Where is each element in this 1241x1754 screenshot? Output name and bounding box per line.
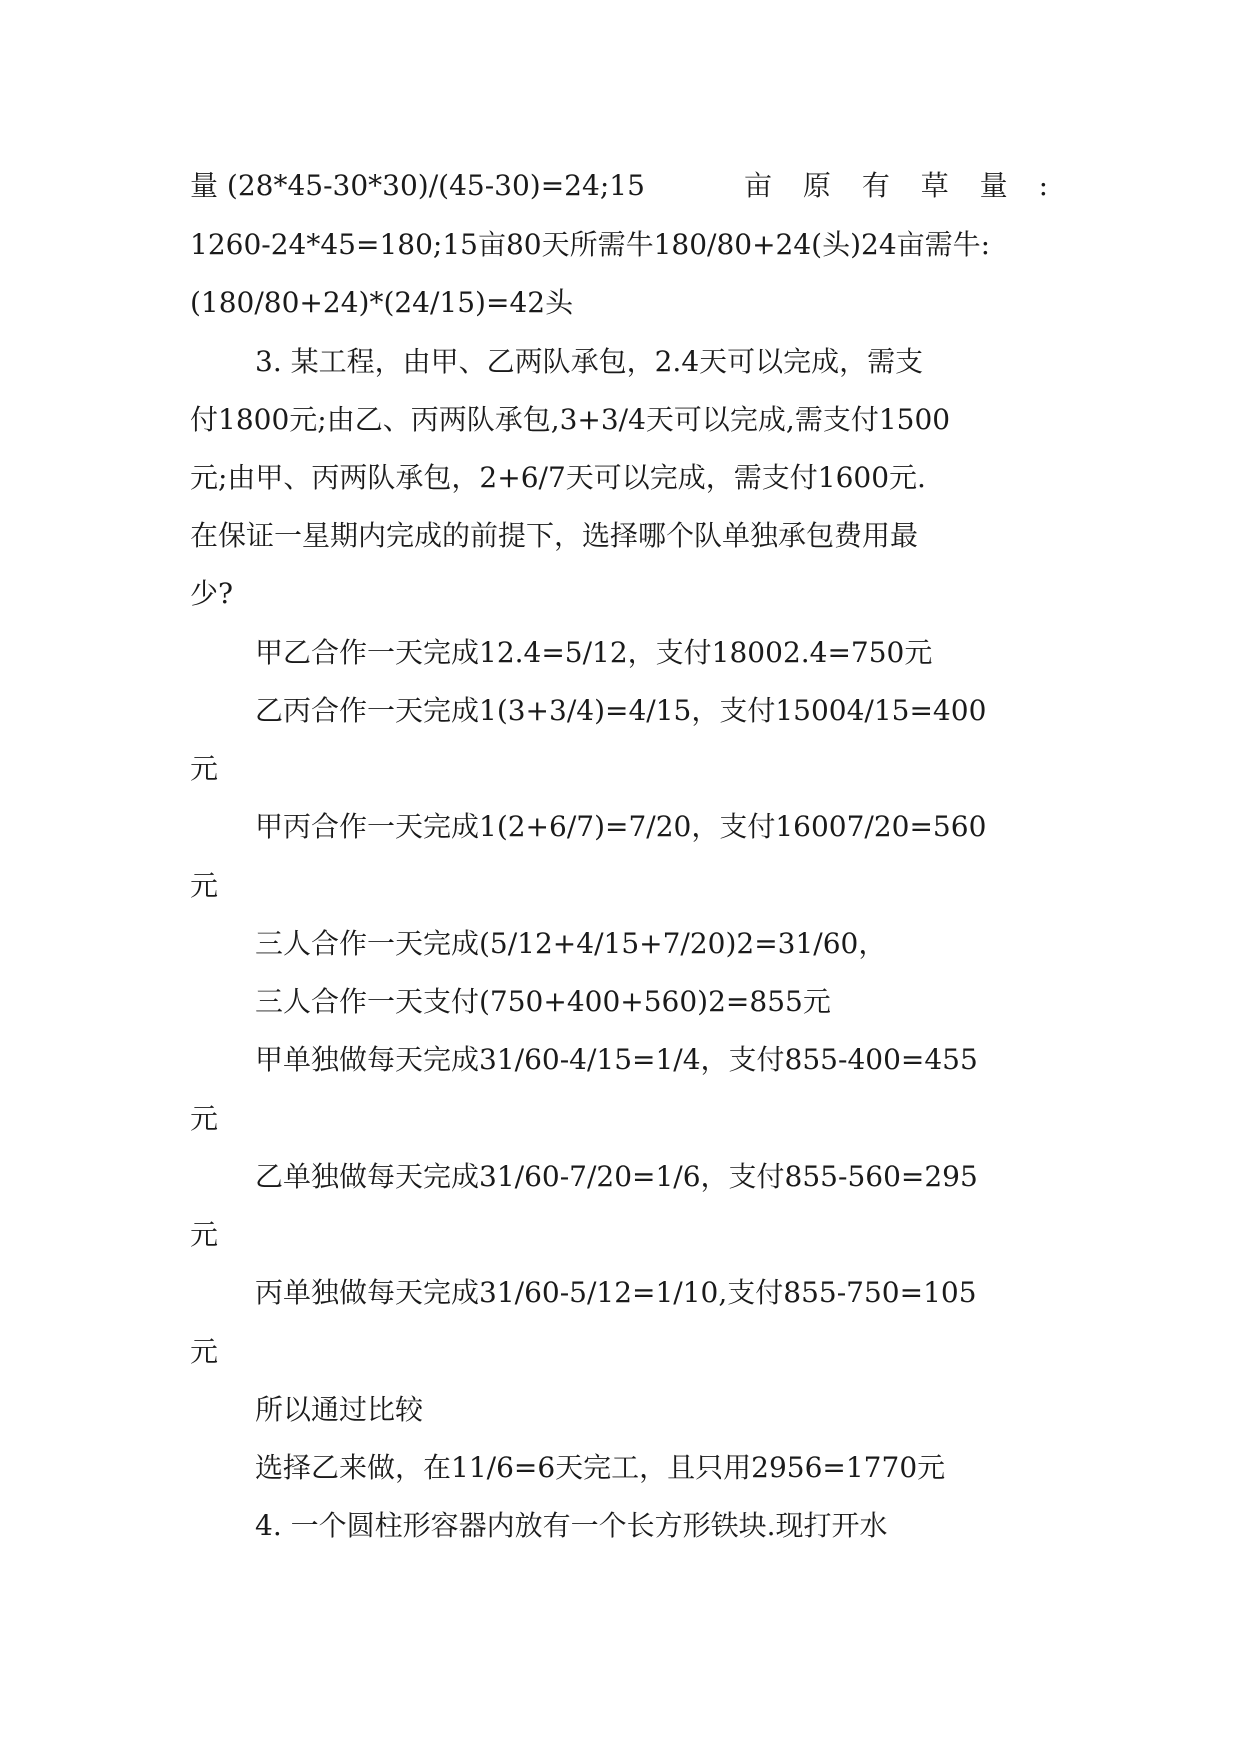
text-run: 乙单独做每天完成31/60-7/20=1/6，支付855-560=295 [255, 1160, 978, 1193]
text-run: 甲乙合作一天完成12.4=5/12，支付18002.4=750元 [255, 636, 933, 669]
text-line [0, 574, 1241, 614]
text-line [0, 866, 1241, 906]
text-line [0, 1215, 1241, 1255]
text-line [0, 1448, 1241, 1488]
text-run: 量 (28*45-30*30)/(45-30)=24;15 [190, 169, 645, 202]
text-line [0, 982, 1241, 1022]
text-line [0, 1273, 1241, 1313]
text-run: 丙单独做每天完成31/60-5/12=1/10,支付855-750=105 [255, 1276, 977, 1309]
text-line [0, 1332, 1241, 1372]
text-run: 乙丙合作一天完成1(3+3/4)=4/15，支付15004/15=400 [255, 694, 987, 727]
text-run: 元 [190, 869, 219, 902]
text-run: 元 [190, 1218, 219, 1251]
text-run: 3. 某工程，由甲、乙两队承包，2.4天可以完成，需支 [255, 345, 924, 378]
text-line [0, 1390, 1241, 1430]
text-line [0, 1040, 1241, 1080]
text-run: 三人合作一天支付(750+400+560)2=855元 [255, 985, 831, 1018]
text-line [0, 225, 1241, 265]
text-run: 亩 原 有 草 量 : [744, 169, 1048, 202]
text-run: 在保证一星期内完成的前提下，选择哪个队单独承包费用最 [190, 519, 919, 552]
text-run: 元;由甲、丙两队承包，2+6/7天可以完成，需支付1600元. [190, 461, 926, 494]
text-line [0, 1157, 1241, 1197]
text-line [0, 924, 1241, 964]
text-run: 4. 一个圆柱形容器内放有一个长方形铁块.现打开水 [255, 1509, 888, 1542]
text-line [0, 1099, 1241, 1139]
text-run: 元 [190, 1102, 219, 1135]
text-run: 选择乙来做，在11/6=6天完工，且只用2956=1770元 [255, 1451, 946, 1484]
text-run: 元 [190, 752, 219, 785]
text-line [0, 691, 1241, 731]
text-line [0, 749, 1241, 789]
text-line [0, 458, 1241, 498]
text-line [0, 166, 1241, 206]
text-run: (180/80+24)*(24/15)=42头 [190, 286, 574, 319]
text-line [0, 516, 1241, 556]
text-run: 1260-24*45=180;15亩80天所需牛180/80+24(头)24亩需牛: [190, 228, 991, 261]
text-line [0, 633, 1241, 673]
text-run: 所以通过比较 [255, 1393, 424, 1426]
text-run: 甲丙合作一天完成1(2+6/7)=7/20，支付16007/20=560 [255, 810, 987, 843]
text-line [0, 400, 1241, 440]
text-run: 元 [190, 1335, 219, 1368]
text-run: 甲单独做每天完成31/60-4/15=1/4，支付855-400=455 [255, 1043, 978, 1076]
text-line [0, 1506, 1241, 1546]
text-run: 三人合作一天完成(5/12+4/15+7/20)2=31/60， [255, 927, 887, 960]
text-run: 付1800元;由乙、丙两队承包,3+3/4天可以完成,需支付1500 [190, 403, 951, 436]
text-line [0, 283, 1241, 323]
text-line [0, 342, 1241, 382]
text-line [0, 807, 1241, 847]
text-run: 少? [190, 577, 234, 610]
